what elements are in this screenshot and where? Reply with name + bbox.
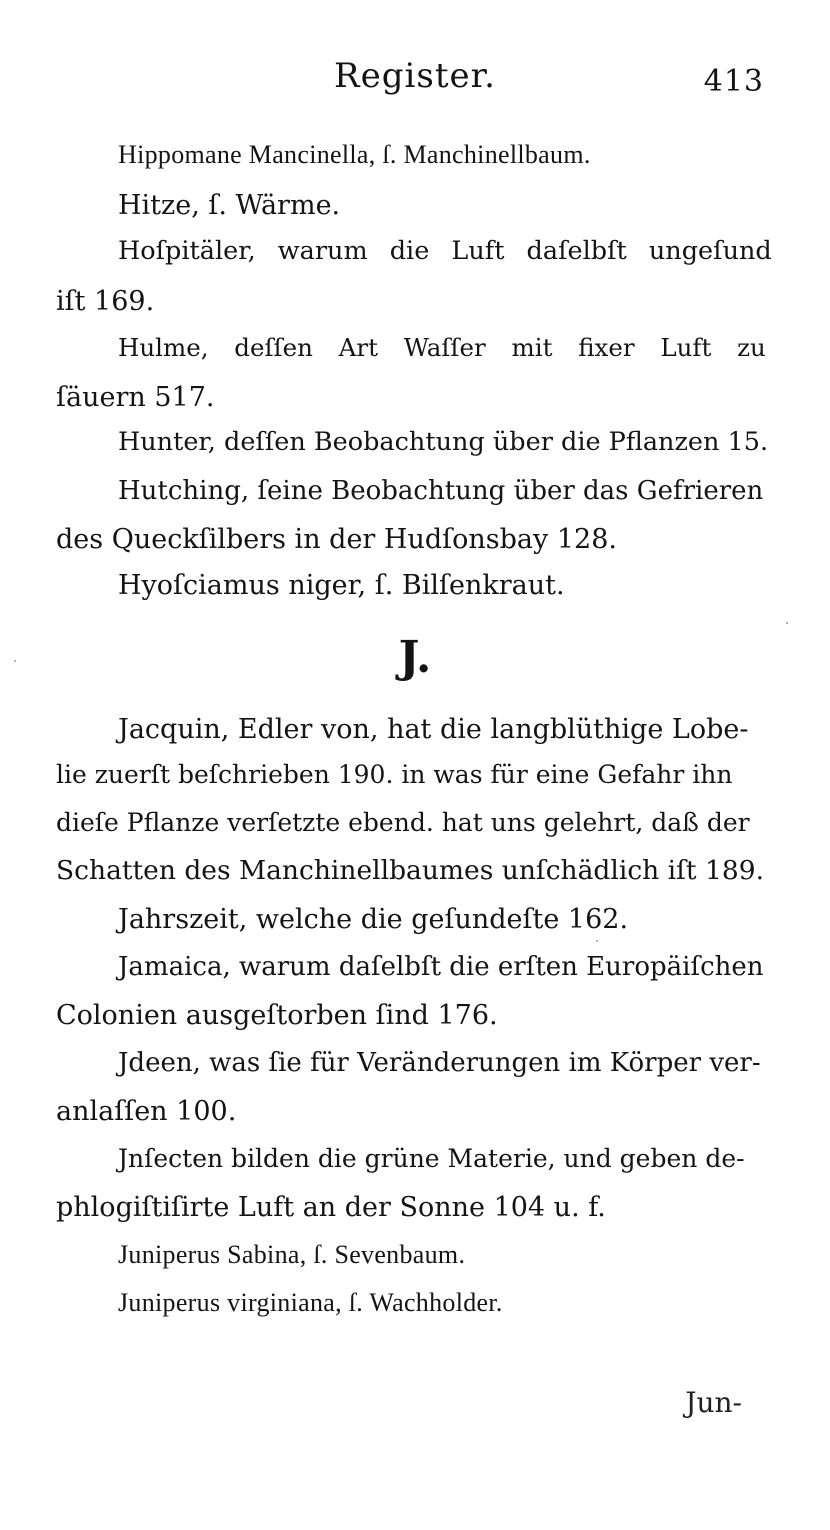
register-entry-continuation: iſt 169. <box>56 286 155 317</box>
register-entry: Jnſecten bilden die grüne Materie, und geben de- <box>118 1144 745 1173</box>
register-entry: Jacquin, Edler von, hat die langblüthige Lobe- <box>118 714 749 745</box>
register-entry: Hunter, deſſen Beobachtung über die Pflanzen 15. <box>118 427 769 457</box>
register-entry-continuation: Schatten des Manchinellbaumes unſchädlich iſt 189. <box>56 855 765 886</box>
paper-speck <box>14 660 16 662</box>
paper-speck <box>786 622 788 624</box>
register-entry: Juniperus virginiana, ſ. Wachholder. <box>118 1288 503 1317</box>
register-entry-continuation: Colonien ausgeſtorben ſind 176. <box>56 1000 498 1031</box>
register-entry: Hyoſciamus niger, ſ. Bilſenkraut. <box>118 570 565 601</box>
register-entry: Jahrszeit, welche die geſundeſte 162. <box>118 904 629 935</box>
register-entry: Hitze, ſ. Wärme. <box>118 190 341 221</box>
register-entry: Hoſpitäler, warum die Luft daſelbſt ungeſund <box>118 236 772 266</box>
register-entry: Hippomane Mancinella, ſ. Manchinellbaum. <box>118 140 591 169</box>
section-letter: J. <box>398 632 432 683</box>
catchword: Jun- <box>685 1386 742 1419</box>
register-entry: Jdeen, was ſie für Veränderungen im Körper ver- <box>118 1048 761 1078</box>
register-entry: Hulme, deſſen Art Waſſer mit fixer Luft zu <box>118 333 766 362</box>
register-entry-continuation: dieſe Pflanze verſetzte ebend. hat uns gelehrt, daß der <box>56 808 750 837</box>
register-entry-continuation: anlaſſen 100. <box>56 1096 237 1127</box>
page-number: 413 <box>703 64 764 99</box>
paper-speck <box>596 940 598 942</box>
register-entry: Hutching, ſeine Beobachtung über das Gefrieren <box>118 476 764 506</box>
register-entry: Jamaica, warum daſelbſt die erſten Europäiſchen <box>118 952 764 982</box>
register-entry: Juniperus Sabina, ſ. Sevenbaum. <box>118 1240 466 1269</box>
running-head: Register. <box>334 56 496 96</box>
register-entry-continuation: lie zuerſt beſchrieben 190. in was für eine Gefahr ihn <box>56 760 733 789</box>
register-entry-continuation: phlogiſtiſirte Luft an der Sonne 104 u. f. <box>56 1192 606 1223</box>
register-entry-continuation: ſäuern 517. <box>56 382 215 413</box>
register-entry-continuation: des Queckſilbers in der Hudſonsbay 128. <box>56 524 617 555</box>
